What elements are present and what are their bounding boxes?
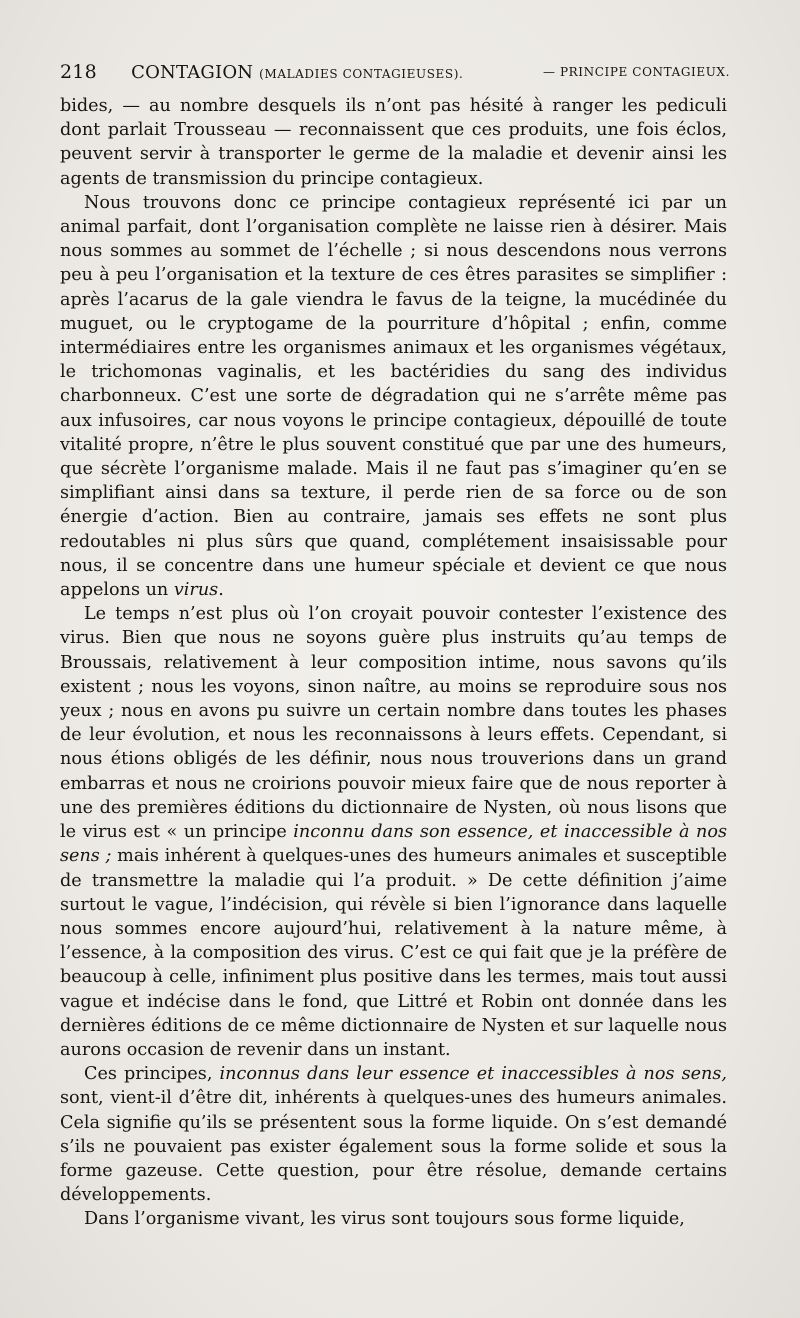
paragraph-1-text: bides, — au nombre desquels ils n’ont pas hésité à ranger les pediculi dont parlait Trousseau — reconnaissent que ces produits, une fois éclos, peuvent servir à transporter le germe de la maladie et devenir ainsi les agents de transmission du principe contagieux. (60, 96, 727, 189)
paragraph-2-italic: virus (173, 580, 219, 601)
chapter-title-main: CONTAGION (131, 62, 254, 83)
section-title: — PRINCIPE CONTAGIEUX. (542, 65, 730, 79)
paragraph-3-text-after: mais inhérent à quelques-unes des humeurs animales et susceptible de transmettre la maladie qui l’a produit. » De cette définition j’aime surtout le vague, l’indécision, qui révèle si bien l’ignorance dans laquelle nous sommes encore aujourd’hui, relativement à la nature même, à l’essence, à la composition des virus. C’est ce qui fait que je la préfère de beaucoup à celle, infiniment plus positive dans les termes, mais tout aussi vague et indécise dans le fond, que Littré et Robin ont donnée dans les dernières éditions de ce même dictionnaire de Nysten et sur laquelle nous aurons occasion de revenir dans un instant. (60, 846, 727, 1060)
running-header (60, 58, 730, 86)
chapter-title-sub: (MALADIES CONTAGIEUSES). (259, 67, 464, 81)
chapter-title (131, 59, 463, 88)
paragraph-5 (60, 1207, 727, 1231)
paragraph-2 (60, 191, 727, 602)
paragraph-4-italic: inconnus dans leur essence et inaccessibles à nos sens, (219, 1064, 727, 1085)
paragraph-2-text-after: . (218, 580, 224, 601)
paragraph-2-text-before: Nous trouvons donc ce principe contagieux représenté ici par un animal parfait, dont l’organisation complète ne laisse rien à désirer. Mais nous sommes au sommet de l’échelle ; si nous descendons nous verrons peu à peu l’organisation et la texture de ces êtres parasites se simplifier : après l’acarus de la gale viendra le favus de la teigne, la mucédinée du muguet, ou le cryptogame de la pourriture d’hôpital ; enfin, comme intermédiaires entre les organismes animaux et les organismes végétaux, le trichomonas vaginalis, et les bactéridies du sang des individus charbonneux. C’est une sorte de dégradation qui ne s’arrête même pas aux infusoires, car nous voyons le principe contagieux, dépouillé de toute vitalité propre, n’être le plus souvent constitué que par une des humeurs, que sécrète l’organisme malade. Mais il ne faut pas s’imaginer qu’en se simplifiant ainsi dans sa texture, il perde rien de sa force ou de son énergie d’action. Bien au contraire, jamais ses effets ne sont plus redoutables ni plus sûrs que quand, complétement insaisissable pour nous, il se concentre dans une humeur spéciale et devient ce que nous appelons un (60, 192, 727, 601)
paragraph-3 (60, 602, 727, 1062)
paragraph-3-italic: inconnu dans son essence, et inaccessible à nos sens ; (60, 822, 727, 867)
paragraph-4-text-before: Ces principes, (84, 1064, 220, 1085)
paragraph-4-text-after: sont, vient-il d’être dit, inhérents à quelques-unes des humeurs animales. Cela signifie qu’ils se présentent sous la forme liquide. On s’est demandé s’ils ne pouvaient pas exister également sous la forme solide et sous la forme gazeuse. Cette question, pour être résolue, demande certains développements. (60, 1088, 727, 1206)
paragraph-3-text-before: Le temps n’est plus où l’on croyait pouvoir contester l’existence des virus. Bien que nous ne soyons guère plus instruits qu’au temps de Broussais, relativement à leur composition intime, nous savons qu’ils existent ; nous les voyons, sinon naître, au moins se reproduire sous nos yeux ; nous en avons pu suivre un certain nombre dans toutes les phases de leur évolution, et nous les reconnaissons à leurs effets. Cependant, si nous étions obligés de les définir, nous nous trouverions dans un grand embarras et nous ne croirions pouvoir mieux faire que de nous reporter à une des premières éditions du dictionnaire de Nysten, où nous lisons que le virus est « un principe (60, 604, 727, 843)
page-number: 218 (60, 61, 97, 83)
paragraph-1 (60, 94, 727, 191)
paragraph-4 (60, 1062, 727, 1207)
paragraph-5-text: Dans l’organisme vivant, les virus sont toujours sous forme liquide, (84, 1209, 685, 1230)
body-text (60, 94, 727, 1232)
